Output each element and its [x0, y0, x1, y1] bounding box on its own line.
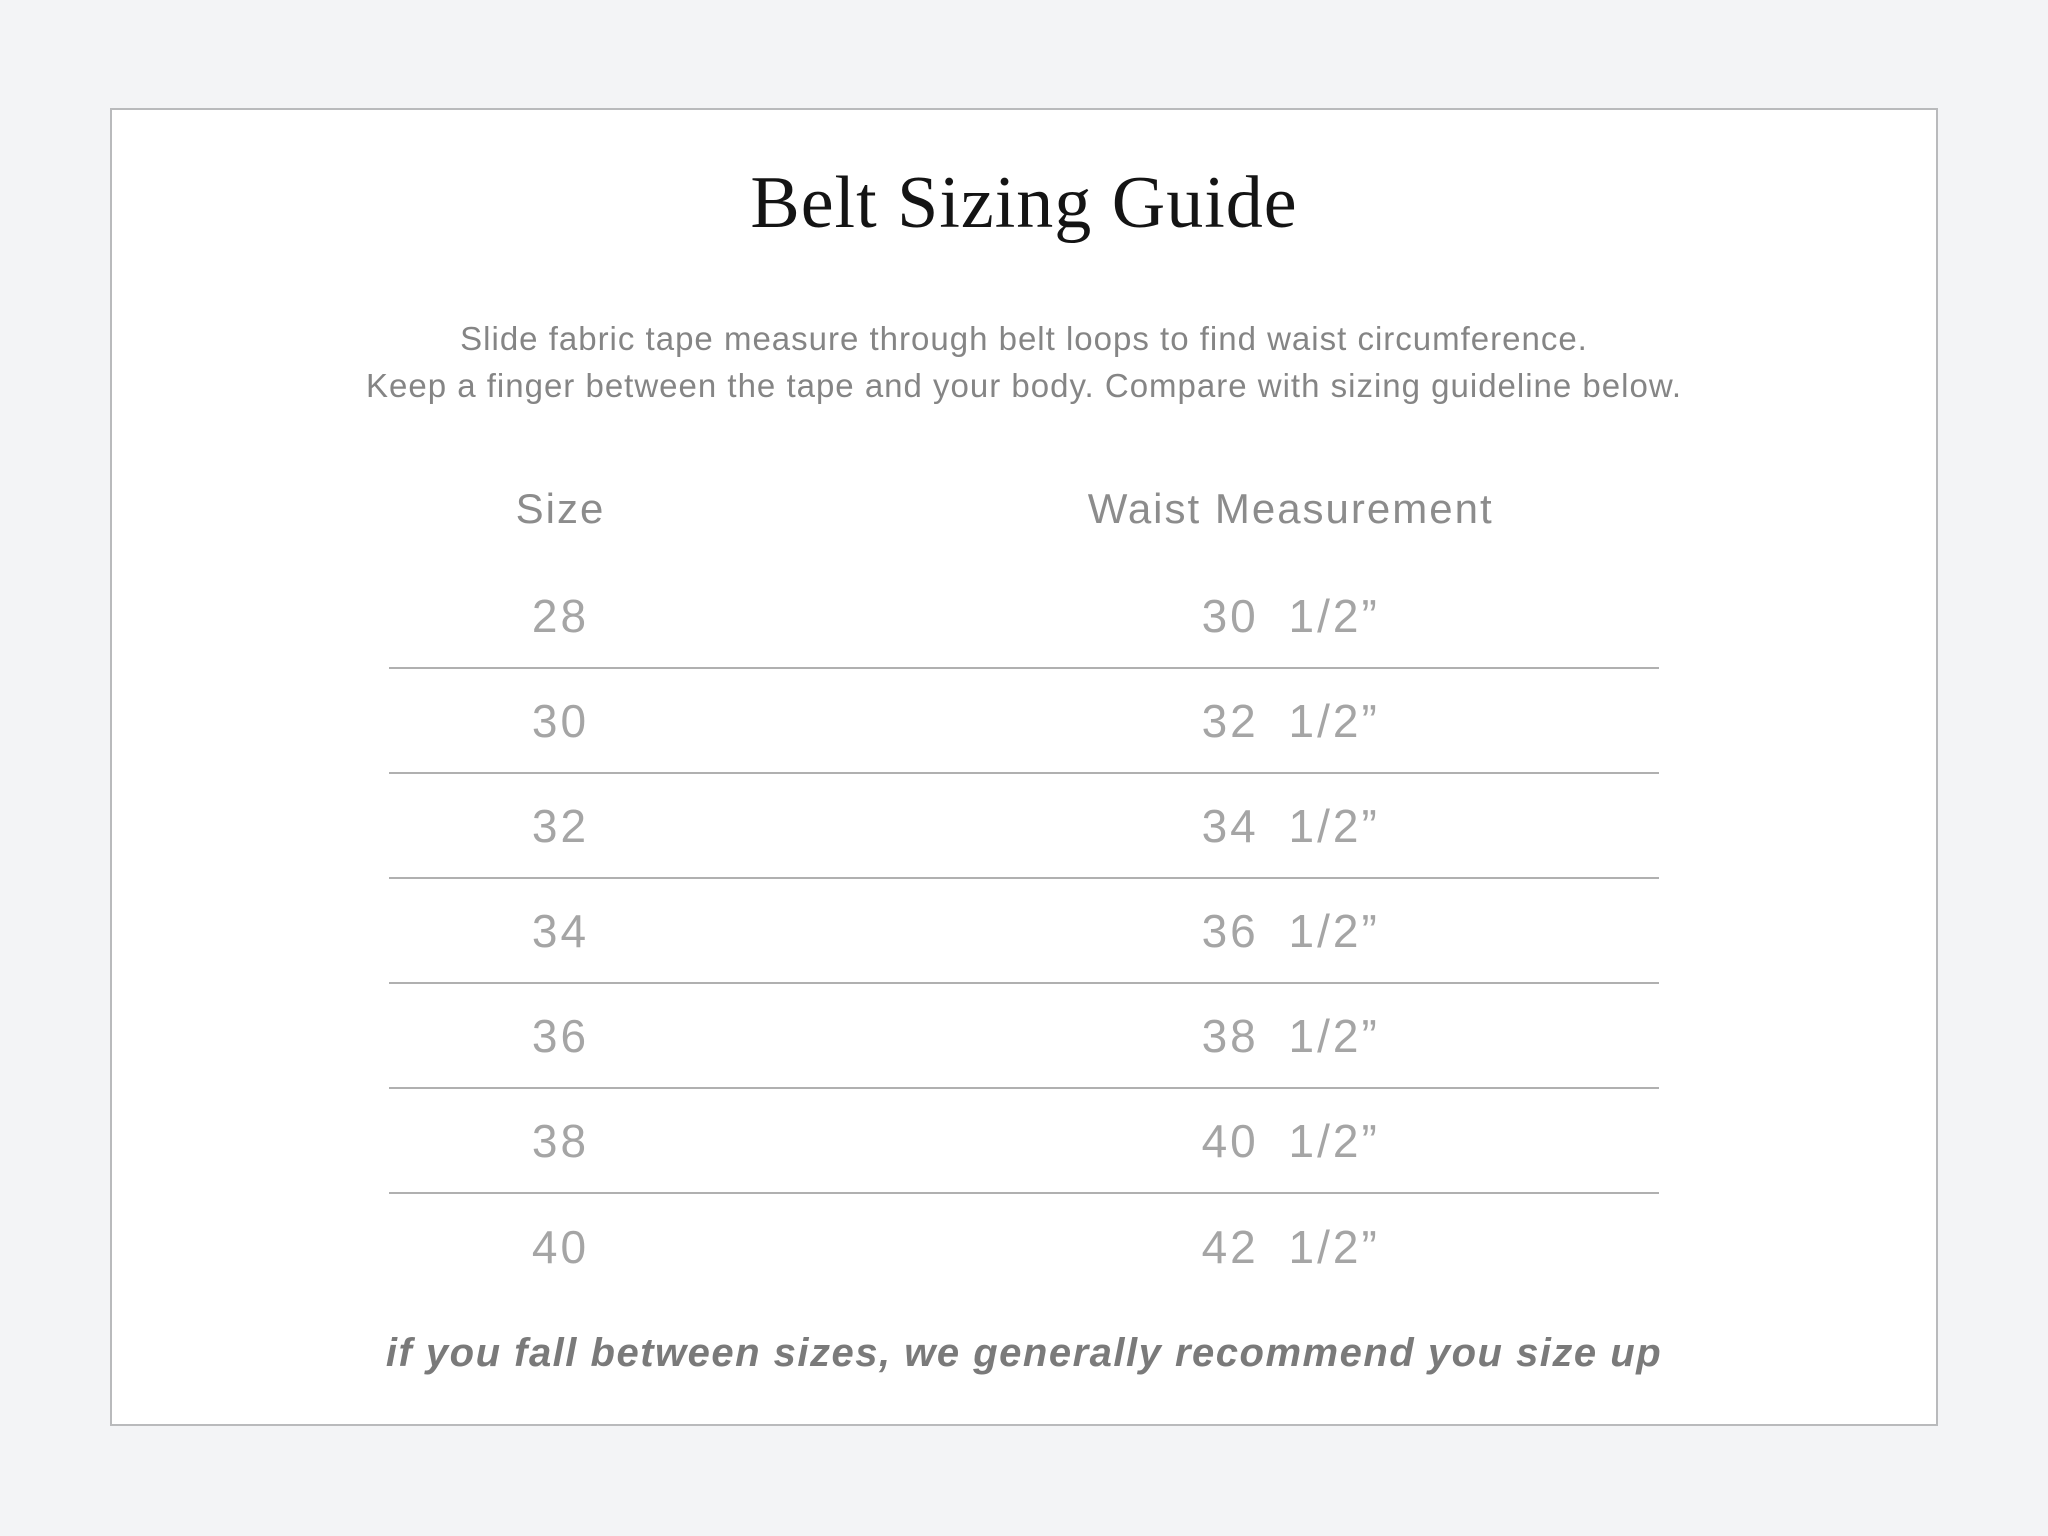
size-table — [389, 481, 1659, 1299]
table-row — [389, 984, 1659, 1089]
size-value: 36 — [531, 1009, 590, 1062]
table-row — [389, 1194, 1659, 1299]
belt-sizing-guide-card — [110, 108, 1938, 1426]
waist-value: 42 1/2” — [1201, 1220, 1380, 1273]
table-row — [389, 1089, 1659, 1194]
table-row — [389, 879, 1659, 984]
page-title: Belt Sizing Guide — [750, 162, 1298, 244]
waist-value: 40 1/2” — [1201, 1114, 1380, 1167]
instructions-line-2: Keep a finger between the tape and your body. Compare with sizing guideline below. — [365, 367, 1683, 404]
table-body — [389, 564, 1659, 1299]
instructions — [112, 315, 1936, 409]
table-row — [389, 669, 1659, 774]
size-value: 34 — [531, 904, 590, 957]
size-column-header: Size — [515, 485, 606, 532]
size-value: 40 — [531, 1220, 590, 1273]
instructions-line-1: Slide fabric tape measure through belt loops to find waist circumference. — [460, 320, 1588, 357]
sizing-recommendation-note: if you fall between sizes, we generally recommend you size up — [385, 1331, 1663, 1375]
waist-value: 30 1/2” — [1201, 589, 1380, 642]
table-header-row — [389, 481, 1659, 537]
waist-column-header: Waist Measurement — [1087, 485, 1494, 532]
table-row — [389, 774, 1659, 879]
waist-value: 32 1/2” — [1201, 694, 1380, 747]
waist-value: 38 1/2” — [1201, 1009, 1380, 1062]
size-value: 32 — [531, 799, 590, 852]
size-value: 30 — [531, 694, 590, 747]
waist-value: 34 1/2” — [1201, 799, 1380, 852]
waist-value: 36 1/2” — [1201, 904, 1380, 957]
table-row — [389, 564, 1659, 669]
size-value: 28 — [531, 589, 590, 642]
size-value: 38 — [531, 1114, 590, 1167]
